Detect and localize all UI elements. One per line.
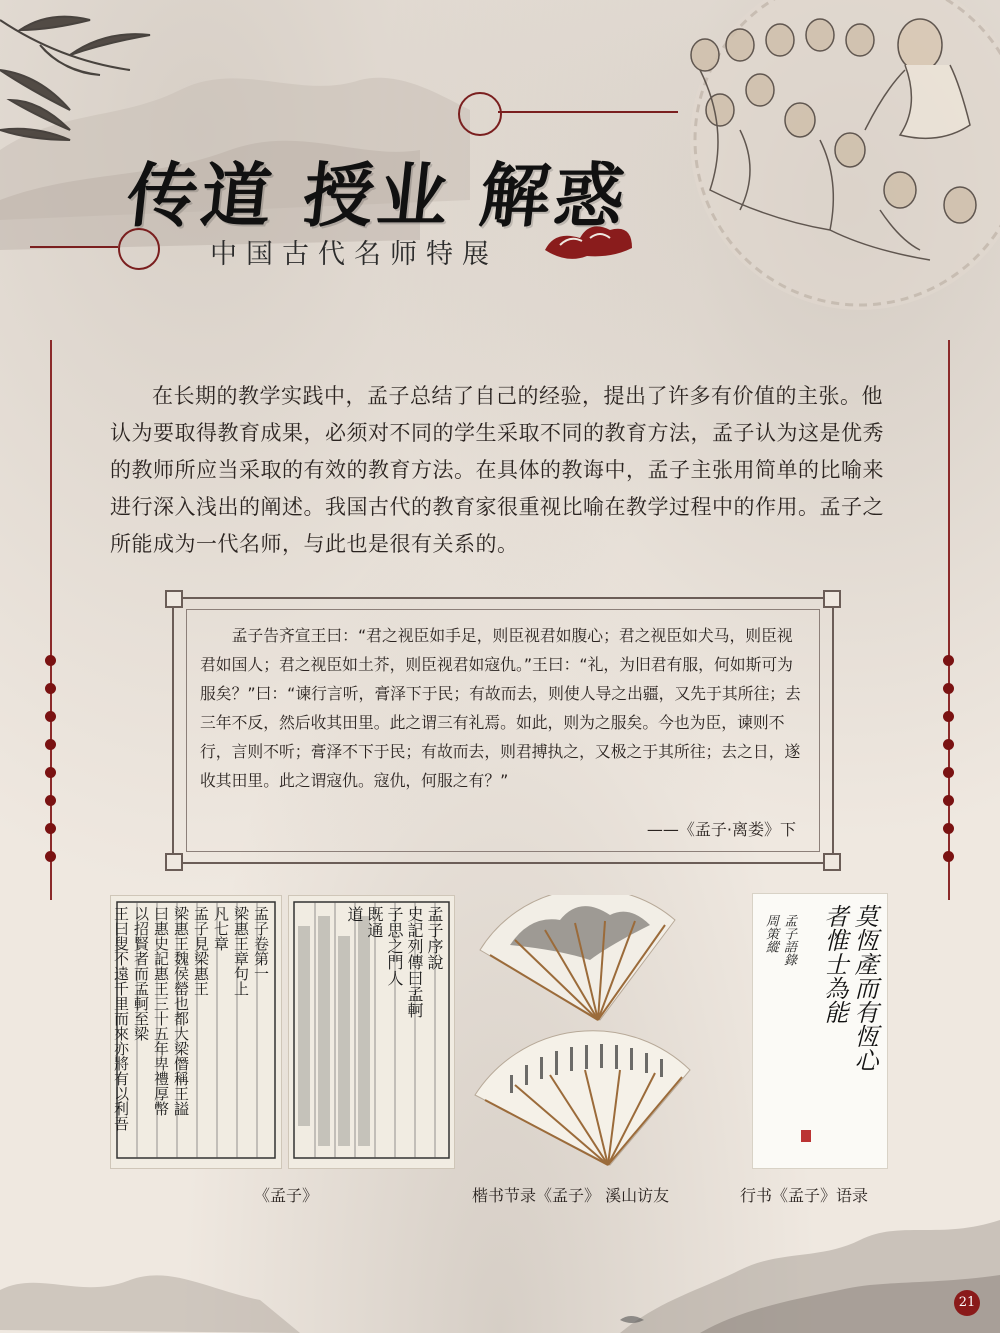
scroll-col: 者惟士為能 — [820, 904, 848, 1024]
decor-line-top — [498, 111, 678, 113]
seal-stamp — [801, 1130, 811, 1142]
quote-body: 孟子告齐宣王曰：“君之视臣如手足，则臣视君如腹心；君之视臣如犬马，则臣视君如国人；君之视臣如土芥，则臣视君如寇仇。”王曰：“礼，为旧君有服，何如斯可为服矣？”曰：“谏行言听，膏泽下于民；有故而去，则使人导之出疆，又先于其所往；去三年不反，然后收其田里。此之谓三有礼焉。如此，则为之服矣。今也为臣，谏则不行，言则不听；膏泽不下于民；有故而去，则君搏执之，又极之于其所往；去之日，遂收其田里。此之谓寇仇。寇仇，何服之有？” — [200, 626, 801, 790]
book-left-col: 王曰叟不遠千里而來亦將有以利吾 — [112, 906, 130, 1131]
scroll-main-text — [819, 904, 879, 1154]
book-page-left — [110, 895, 282, 1169]
intro-text: 在长期的教学实践中，孟子总结了自己的经验，提出了许多有价值的主张。他认为要取得教育成果，必须对不同的学生采取不同的教育方法，孟子认为这是优秀的教师所应当采取的有效的教育方法。在具体的教诲中，孟子主张用简单的比喻来进行深入浅出的阐述。我国古代的教育家很重视比喻在教学过程中的作用。孟子之所能成为一代名师，与此也是很有关系的。 — [110, 384, 884, 556]
scroll-col: 莫恆產而有恆心 — [850, 904, 878, 1072]
book-left-col: 梁惠王魏侯罃也都大梁僭稱王謚 — [172, 906, 190, 1116]
book-left-col: 凡七章 — [212, 906, 230, 951]
page-number: 21 — [954, 1290, 980, 1316]
book-right-col: 史記列傳曰孟軻 — [405, 906, 424, 1018]
book-left-col: 孟子見梁惠王 — [192, 906, 210, 996]
decor-ring-top — [458, 92, 502, 136]
right-dots — [943, 655, 955, 879]
book-left-col: 以招賢者而孟軻至梁 — [132, 906, 150, 1041]
quote-text — [200, 621, 808, 795]
book-right-col: 子思之門人 — [385, 906, 404, 986]
book-right-col: 既通 — [365, 906, 384, 938]
fan-painting-landscape — [470, 895, 685, 1030]
caption-book: 《孟子》 — [254, 1186, 319, 1205]
fan-calligraphy — [470, 1015, 695, 1175]
caption-fan: 楷书节录《孟子》 溪山访友 — [472, 1186, 670, 1205]
intro-paragraph — [110, 378, 900, 563]
quote-source: ——《孟子·离娄》下 — [646, 820, 796, 839]
scroll-side-text — [761, 914, 797, 1114]
page-title: 传道 授业 解惑 — [123, 154, 633, 237]
book-right-col: 道 — [345, 906, 364, 922]
bottom-landscape — [0, 1180, 1000, 1333]
book-page-right — [288, 895, 455, 1169]
quote-box — [172, 597, 834, 864]
caption-scroll: 行书《孟子》语录 — [740, 1186, 869, 1205]
left-dots — [45, 655, 57, 879]
page-subtitle: 中国古代名师特展 — [210, 239, 498, 270]
book-left-col: 孟子卷第一 — [252, 906, 270, 981]
decor-line-mid — [30, 246, 118, 248]
scroll-side-col: 周策縱 — [763, 914, 778, 953]
book-left-col: 曰惠史記惠王三十五年卑禮厚幣 — [152, 906, 170, 1116]
book-left-text — [111, 906, 271, 1156]
calligraphy-scroll — [752, 893, 888, 1169]
book-right-text — [344, 906, 444, 1156]
book-right-col: 孟子序說 — [425, 906, 444, 970]
scroll-side-col: 孟子語錄 — [781, 914, 796, 966]
book-left-col: 梁惠王章句上 — [232, 906, 250, 996]
